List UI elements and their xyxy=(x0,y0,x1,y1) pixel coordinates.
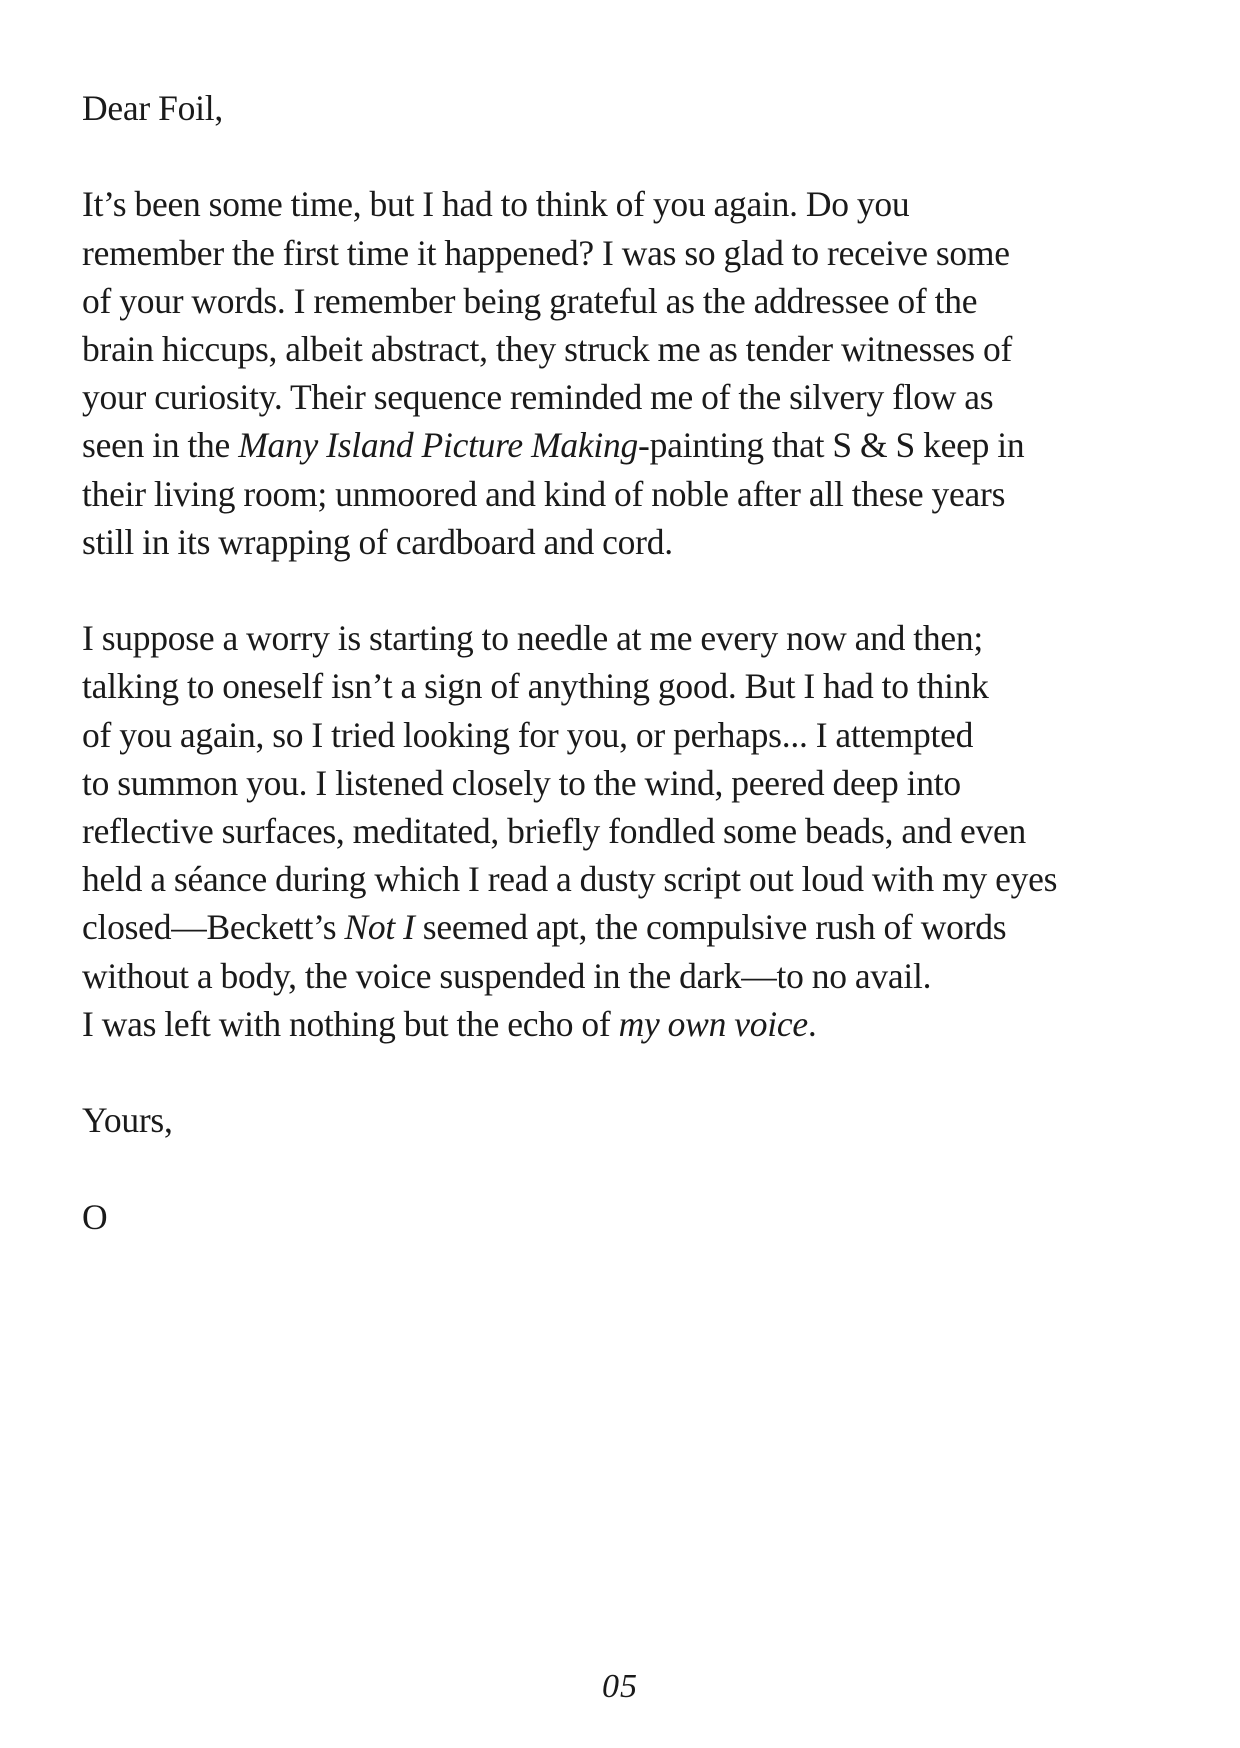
page-number: 05 xyxy=(602,1668,638,1705)
paragraph-1 xyxy=(82,180,1192,566)
line-text: -painting that S & S keep in xyxy=(638,425,1025,466)
paragraph-1-line: their living room; unmoored and kind of noble after all these years xyxy=(82,473,1006,514)
paragraph-1-line: of your words. I remember being grateful as the addressee of the xyxy=(82,280,978,321)
salutation: Dear Foil, xyxy=(82,88,223,128)
paragraph-2-line: reflective surfaces, meditated, briefly fondled some beads, and even xyxy=(82,811,1027,852)
letter-body xyxy=(82,84,1192,1241)
paragraph-1-line: still in its wrapping of cardboard and cord. xyxy=(82,521,673,562)
paragraph-gap xyxy=(82,132,1192,180)
paragraph-1-line: remember the first time it happened? I was so glad to receive some xyxy=(82,232,1010,273)
paragraph-2-line: held a séance during which I read a dusty script out loud with my eyes xyxy=(82,859,1058,900)
paragraph-2-line: talking to oneself isn’t a sign of anything good. But I had to think xyxy=(82,666,989,707)
paragraph-1-line xyxy=(82,421,1192,469)
paragraph-1-line: your curiosity. Their sequence reminded me of the silvery flow as xyxy=(82,377,994,418)
paragraph-2-line: without a body, the voice suspended in the dark—to no avail. xyxy=(82,955,932,996)
line-text: . xyxy=(807,1003,817,1044)
paragraph-1-line: brain hiccups, albeit abstract, they struck me as tender witnesses of xyxy=(82,329,1013,369)
paragraph-gap xyxy=(82,1048,1192,1096)
paragraph-2-line: I suppose a worry is starting to needle at me every now and then; xyxy=(82,618,983,659)
line-text: seemed apt, the compulsive rush of words xyxy=(414,907,1007,948)
paragraph-gap xyxy=(82,1144,1192,1192)
signature: O xyxy=(82,1196,108,1237)
line-text: seen in the xyxy=(82,425,239,466)
closing: Yours, xyxy=(82,1100,173,1141)
paragraph-2-line xyxy=(82,903,1192,951)
line-text: I was left with nothing but the echo of xyxy=(82,1003,619,1044)
paragraph-2-line: to summon you. I listened closely to the wind, peered deep into xyxy=(82,762,961,803)
painting-title-italic: Many Island Picture Making xyxy=(238,425,639,466)
paragraph-2-line xyxy=(82,1000,1192,1048)
paragraph-gap xyxy=(82,566,1192,614)
line-text: closed—Beckett’s xyxy=(82,907,345,948)
paragraph-1-line: It’s been some time, but I had to think of you again. Do you xyxy=(82,184,910,225)
paragraph-2 xyxy=(82,614,1192,1048)
paragraph-2-line: of you again, so I tried looking for you, or perhaps... I attempted xyxy=(82,714,974,755)
play-title-italic: Not I xyxy=(344,907,415,948)
emphasis-italic: my own voice xyxy=(618,1003,808,1044)
